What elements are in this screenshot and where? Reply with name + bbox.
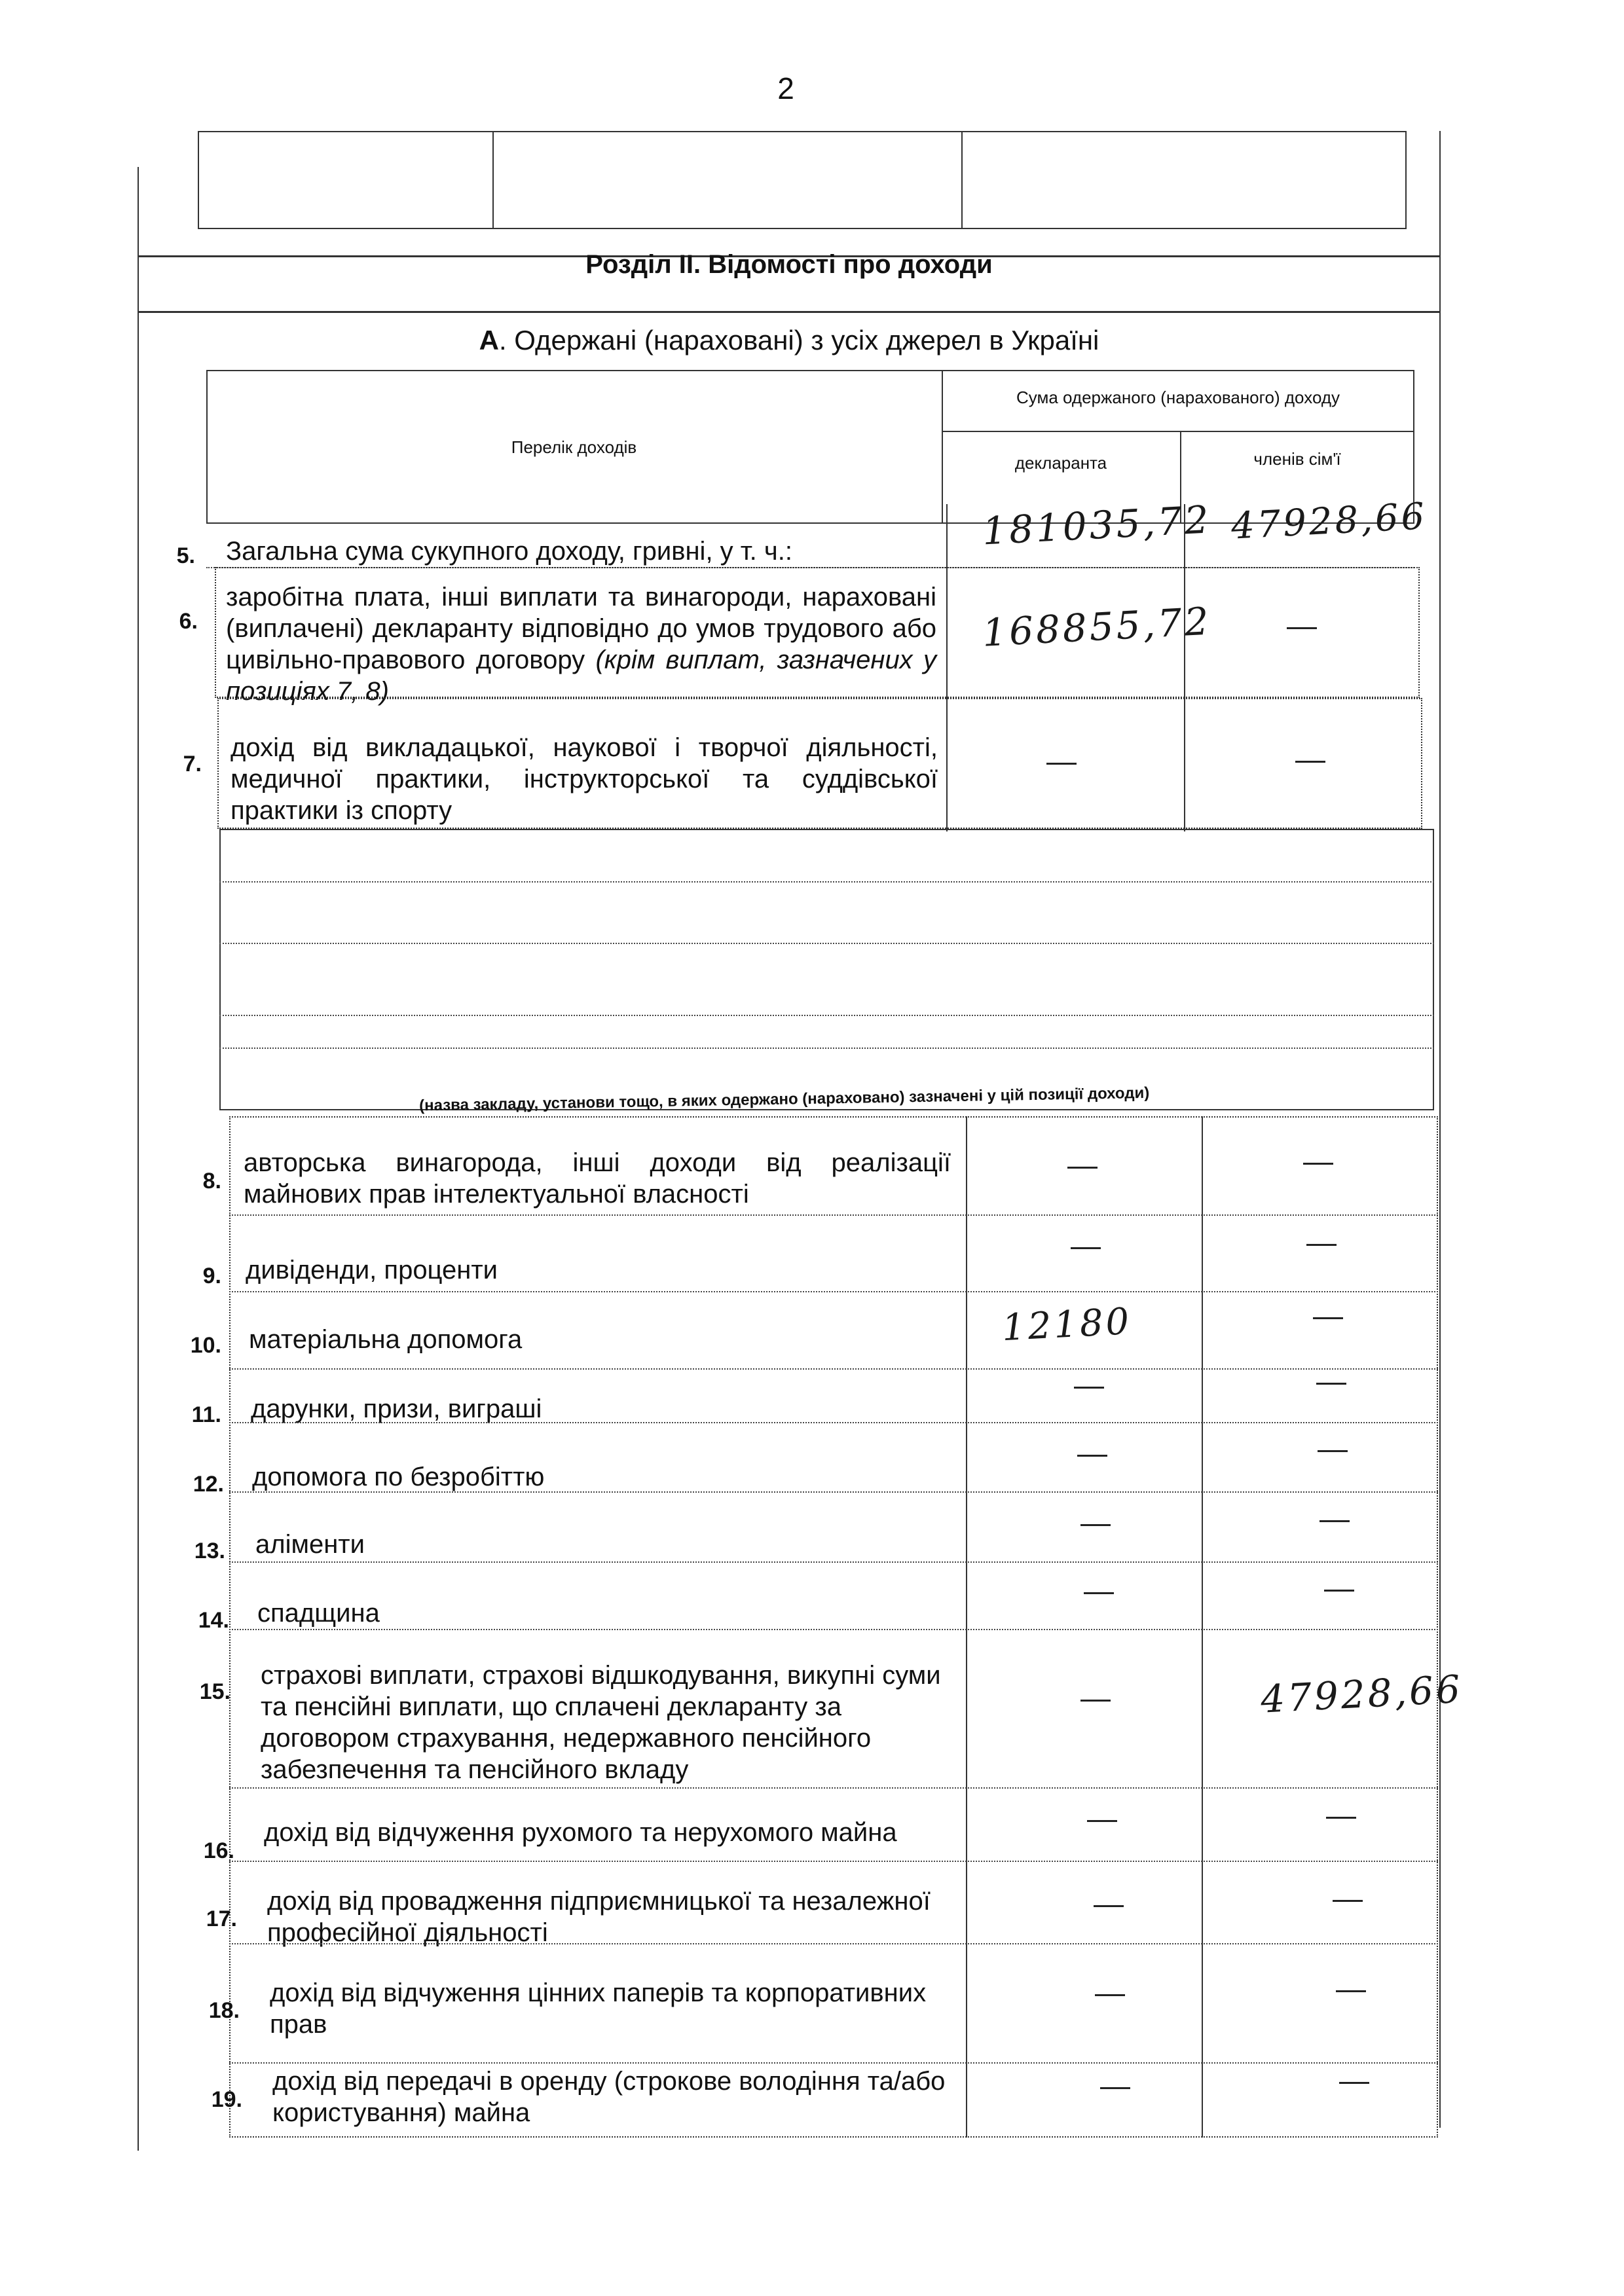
row-number: 15. [199, 1679, 231, 1704]
blank-rule [219, 1048, 1434, 1049]
blank-rule [219, 1015, 1434, 1016]
family-dash [1336, 1990, 1366, 1992]
row-number: 8. [202, 1169, 221, 1194]
row-number: 12. [193, 1472, 224, 1497]
row-rule [229, 2062, 1438, 2064]
row-label: допомога по безробіттю [252, 1463, 545, 1491]
family-dash [1326, 1817, 1356, 1819]
declarant-dash [1074, 1387, 1104, 1389]
row-rule [229, 1491, 1438, 1493]
list-column-header: Перелік доходів [511, 437, 637, 457]
family-dash [1313, 1317, 1343, 1319]
subsection-letter: А [479, 325, 499, 355]
row-label: дохід від викладацької, наукової і творчої діяльності, медичної практики, інструкторської та суддівської практики із спорту [231, 733, 938, 825]
row-label: Загальна сума сукупного доходу, гривні, у т. ч.: [226, 537, 792, 566]
row-label [226, 581, 936, 707]
row-label: дохід від провадження підприємницької та незалежної професійної діяльності [267, 1887, 931, 1947]
row-label: спадщина [257, 1599, 380, 1628]
family-dash [1287, 627, 1317, 629]
top-empty-table [198, 131, 1407, 229]
declarant-dash [1080, 1524, 1111, 1526]
row-rule [229, 1629, 1438, 1630]
row-label-main: заробітна плата, інші виплати та винагороди, нараховані (виплачені) декларанту відповідно до умов трудового або цивільно-правового договору [226, 583, 936, 674]
family-dash [1306, 1244, 1337, 1246]
row-label: аліменти [255, 1530, 365, 1559]
header-sum-rule [942, 431, 1414, 432]
row-number: 18. [208, 1998, 240, 2023]
declarant-dash [1095, 1994, 1125, 1996]
family-column-header: членів сім'ї [1253, 449, 1341, 469]
row-rule [229, 1787, 1438, 1789]
row-label-note: (крім виплат, зазначених у позиціях 7, 8) [226, 646, 936, 706]
declarant-dash [1046, 763, 1077, 765]
row-label: дохід від відчуження цінних паперів та корпоративних прав [270, 1978, 927, 2039]
declarant-dash [1077, 1455, 1107, 1457]
row-number: 7. [183, 752, 202, 776]
row-label: страхові виплати, страхові відшкодування, викупні суми та пенсійні виплати, що сплачені декларанту за договором страхування, недержавного пенсійного забезпечення та пенсійного вкладу [261, 1661, 941, 1784]
sum-column-header: Сума одержаного (нарахованого) доходу [1016, 388, 1340, 407]
family-dash [1303, 1163, 1333, 1165]
right-frame-line [1439, 131, 1441, 2128]
row-label: дарунки, призи, виграші [251, 1394, 542, 1423]
subsection-title [139, 325, 1439, 356]
declarant-dash [1094, 1905, 1124, 1907]
institution-blank-area [219, 829, 1434, 1110]
row-rule [229, 1861, 1438, 1862]
left-frame-line [138, 167, 139, 2151]
family-dash [1333, 1900, 1363, 1902]
declarant-dash [1084, 1592, 1114, 1594]
row-rule [229, 1943, 1438, 1944]
declarant-value: 181035,72 [981, 497, 1213, 554]
row-number: 16. [203, 1838, 234, 1863]
row-rule [229, 1291, 1438, 1292]
row-rule [229, 1422, 1438, 1423]
row-number: 17. [206, 1906, 237, 1931]
row-number: 11. [191, 1402, 221, 1427]
row-label: дохід від передачі в оренду (строкове володіння та/або користування) майна [272, 2067, 946, 2127]
declarant-dash [1080, 1700, 1111, 1702]
institution-footnote: (назва закладу, установи тощо, в яких одержано (нараховано) зазначені у цій позиції доходи) [418, 1084, 1150, 1115]
family-dash [1324, 1590, 1354, 1592]
row-number: 14. [198, 1608, 229, 1633]
family-dash [1316, 1383, 1346, 1385]
declarant-dash [1067, 1167, 1098, 1169]
row-label: дохід від відчуження рухомого та нерухомого майна [264, 1818, 897, 1847]
family-column-line [1202, 1116, 1203, 2138]
row-label: матеріальна допомога [249, 1325, 523, 1354]
row-number: 9. [202, 1264, 221, 1288]
section-title: Розділ ІІ. Відомості про доходи [585, 250, 993, 279]
declarant-dash [1087, 1820, 1117, 1822]
declarant-dash [1071, 1247, 1101, 1249]
top-table-divider-2 [961, 131, 963, 229]
top-table-divider-1 [492, 131, 494, 229]
declarant-value: 12180 [1001, 1300, 1133, 1350]
family-value: 47928,66 [1259, 1666, 1464, 1722]
row-number: 5. [176, 543, 195, 568]
row-number: 6. [179, 609, 198, 634]
row-rule [229, 1214, 1438, 1216]
declarant-column-header: декларанта [1014, 453, 1107, 473]
declarant-value: 168855,72 [981, 598, 1213, 655]
blank-rule [219, 881, 1434, 883]
family-dash [1295, 761, 1325, 763]
family-value: 47928,66 [1230, 495, 1428, 548]
row-number: 13. [194, 1539, 225, 1563]
family-dash [1318, 1450, 1348, 1452]
blank-rule [219, 943, 1434, 944]
row-rule [229, 1368, 1438, 1370]
row-number: 19. [211, 2087, 242, 2112]
page-number: 2 [777, 71, 794, 105]
family-dash [1320, 1520, 1350, 1522]
row-label: авторська винагорода, інші доходи від реалізації майнових прав інтелектуальної власності [244, 1148, 951, 1209]
row-label: дивіденди, проценти [246, 1256, 498, 1285]
row-number: 10. [190, 1333, 221, 1358]
subsection-text: . Одержані (нараховані) з усіх джерел в Україні [498, 325, 1099, 355]
section-bottom-rule [139, 311, 1439, 313]
family-dash [1339, 2082, 1369, 2084]
declarant-dash [1100, 2087, 1130, 2089]
row-rule [229, 1561, 1438, 1563]
